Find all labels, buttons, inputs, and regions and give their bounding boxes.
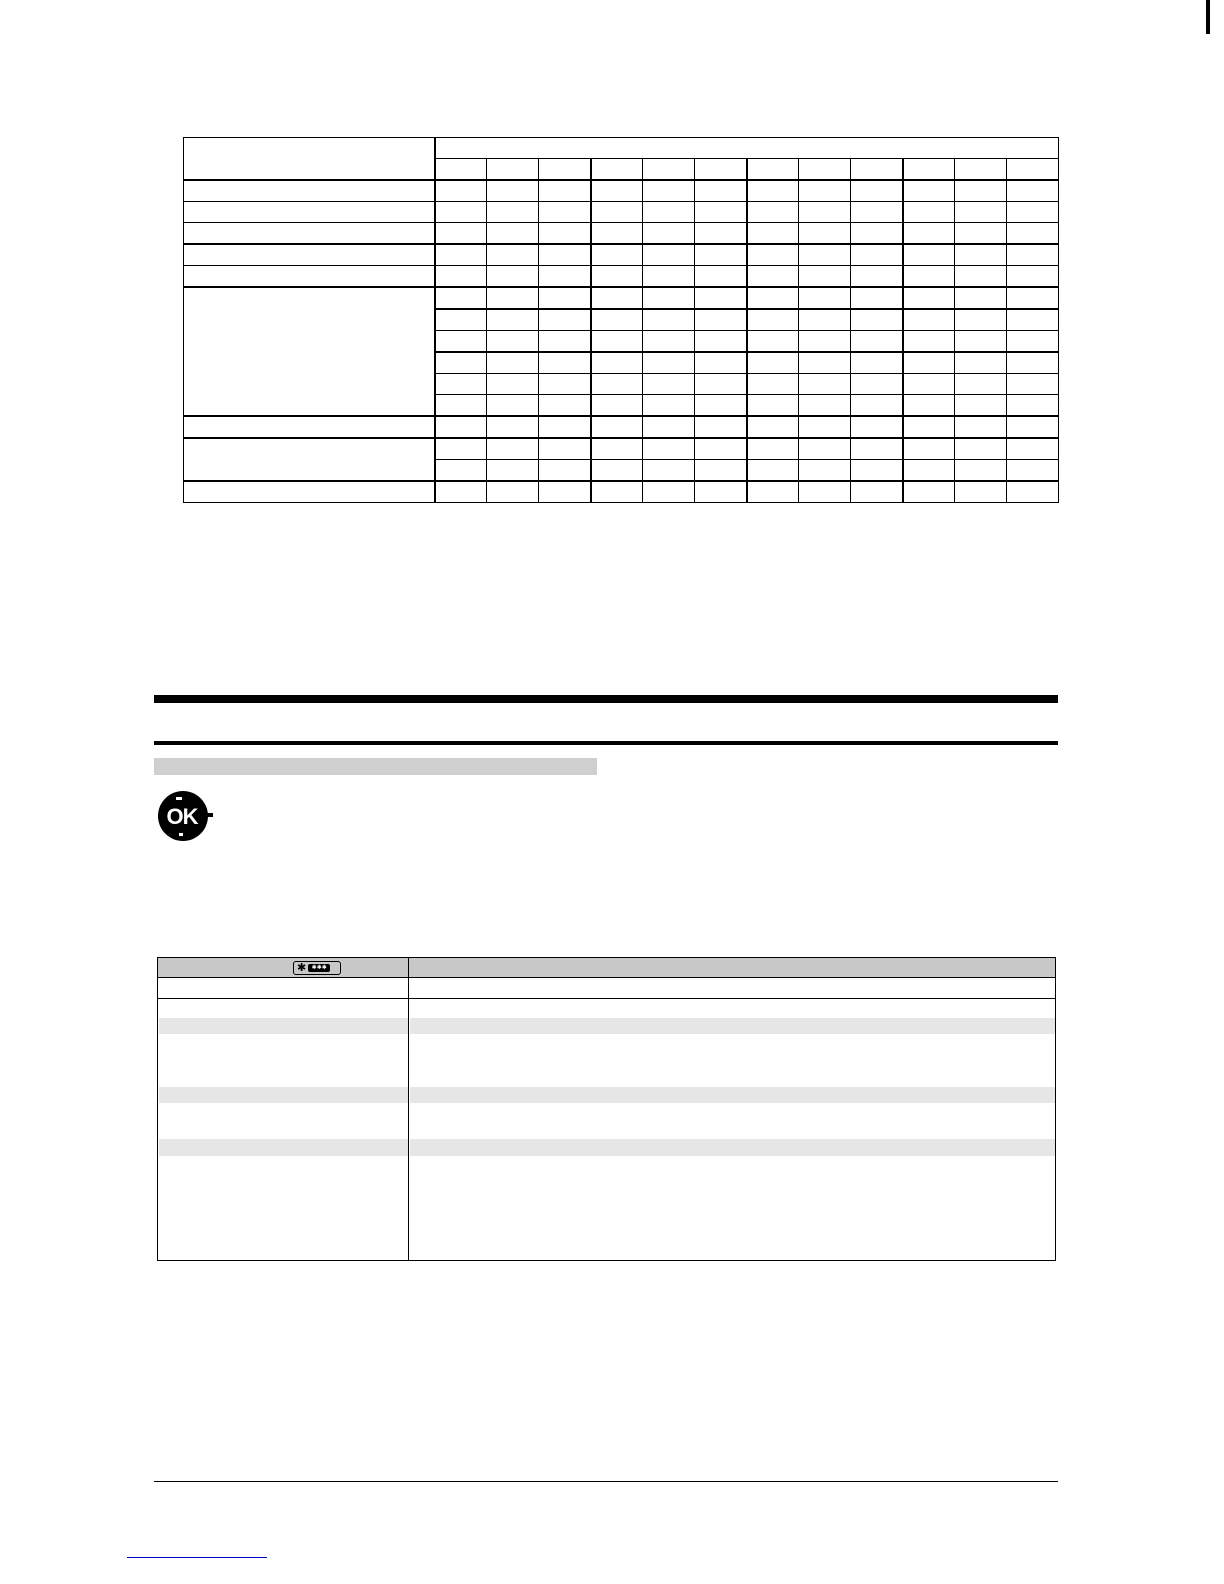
grid-header-row [184,138,1059,159]
grid-row [184,416,1059,438]
key-table-shaded-row [159,1018,408,1034]
grid-row [184,481,1059,503]
grid-row [184,438,1059,460]
grid-row [184,223,1059,245]
section-rule-top [154,695,1058,703]
page-edge-marker [1206,0,1210,34]
grid-row [184,287,1059,309]
grid-table [183,137,1059,503]
star-key-icon: ✱ ✱✱✱ [293,961,341,975]
key-table-shaded-row [159,1087,408,1103]
ok-icon-label: OK [166,804,198,829]
ok-navigation-key-icon [156,788,214,844]
footer-link-underline[interactable] [127,1557,267,1558]
grid-group-header [435,138,1059,159]
key-table-shaded-row [159,1139,408,1156]
key-table-shaded-row [410,1087,1055,1103]
footer-rule [154,1481,1058,1482]
grid-row [184,202,1059,223]
grid-row [184,244,1059,266]
key-table-rule [158,998,1055,999]
grid-row [184,266,1059,288]
key-table-shaded-row [410,1018,1055,1034]
section-rule-bottom [154,741,1058,745]
key-table-column-divider [408,958,409,1260]
key-table-shaded-row [410,1139,1055,1156]
grid-corner-cell [184,138,435,181]
key-function-table [157,957,1056,1261]
grid-row [184,180,1059,202]
section-subtitle-highlight [154,758,597,775]
